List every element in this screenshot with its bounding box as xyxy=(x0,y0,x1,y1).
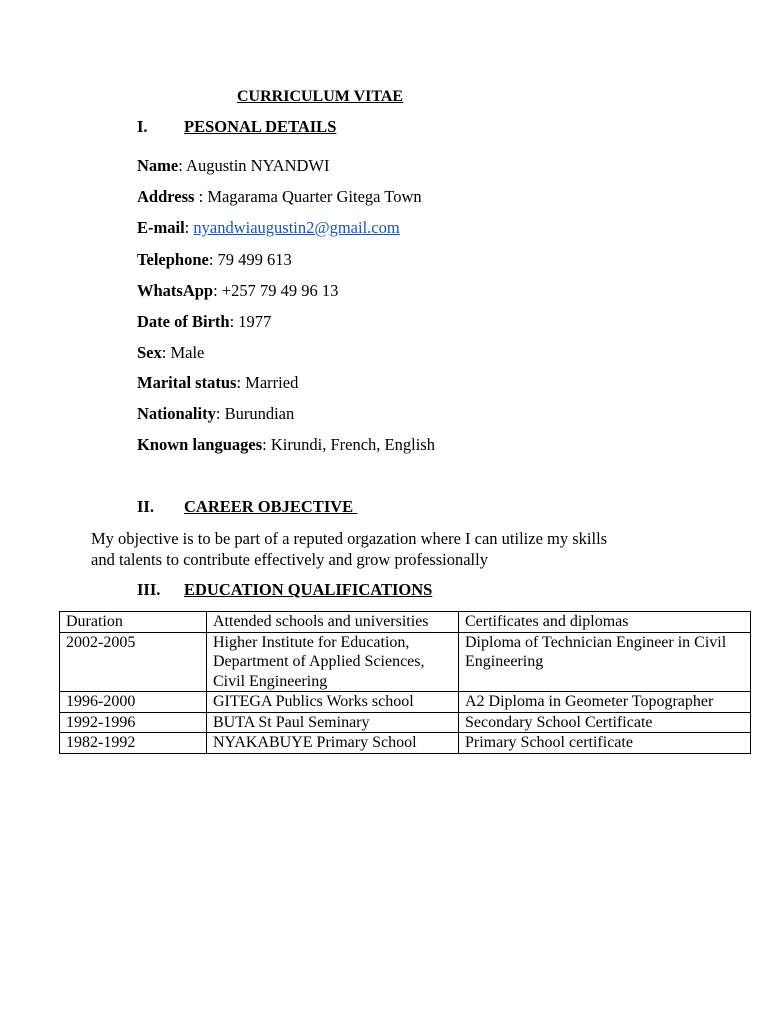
field-label: Sex xyxy=(137,343,162,362)
table-cell: GITEGA Publics Works school xyxy=(207,692,459,713)
document-title: CURRICULUM VITAE xyxy=(237,88,404,105)
field-value: Married xyxy=(245,373,299,392)
table-cell: Higher Institute for Education, Department of Applied Sciences, Civil Engineering xyxy=(207,632,459,692)
field-value: Magarama Quarter Gitega Town xyxy=(207,187,422,206)
table-cell: NYAKABUYE Primary School xyxy=(207,733,459,754)
section-heading-education xyxy=(137,580,432,600)
education-table xyxy=(59,611,751,754)
field-label: Address xyxy=(137,187,195,206)
table-cell: Diploma of Technician Engineer in Civil Engineering xyxy=(459,632,751,692)
section-number: I. xyxy=(137,117,148,136)
field-label: Known languages xyxy=(137,435,263,454)
email-link[interactable]: nyandwiaugustin2@gmail.com xyxy=(193,218,400,237)
field-label: E-mail xyxy=(137,218,185,237)
career-objective-text xyxy=(91,528,691,570)
table-header-row xyxy=(60,612,751,633)
field-name: Name: Augustin NYANDWI xyxy=(137,156,330,175)
table-row xyxy=(60,632,751,692)
table-cell: Secondary School Certificate xyxy=(459,712,751,733)
field-value: 79 499 613 xyxy=(217,250,292,269)
table-cell: Primary School certificate xyxy=(459,733,751,754)
field-date-of-birth: Date of Birth: 1977 xyxy=(137,312,272,331)
field-known-languages: Known languages: Kirundi, French, English xyxy=(137,435,435,454)
field-label: Name xyxy=(137,156,179,175)
table-cell: BUTA St Paul Seminary xyxy=(207,712,459,733)
section-title: PESONAL DETAILS xyxy=(184,117,337,136)
field-label: Telephone xyxy=(137,250,209,269)
field-nationality: Nationality: Burundian xyxy=(137,404,295,423)
table-cell: A2 Diploma in Geometer Topographer xyxy=(459,692,751,713)
table-header-cell: Duration xyxy=(60,612,207,633)
table-row xyxy=(60,712,751,733)
section-heading-personal xyxy=(137,117,336,137)
field-value: Male xyxy=(170,343,205,362)
field-telephone: Telephone: 79 499 613 xyxy=(137,250,292,269)
field-label: Date of Birth xyxy=(137,312,230,331)
objective-line: and talents to contribute effectively and grow professionally xyxy=(91,550,488,569)
objective-line: My objective is to be part of a reputed orgazation where I can utilize my skills xyxy=(91,529,608,548)
table-cell: 1992-1996 xyxy=(60,712,207,733)
table-header-cell: Attended schools and universities xyxy=(207,612,459,633)
field-value: +257 79 49 96 13 xyxy=(221,281,339,300)
table-cell: 1996-2000 xyxy=(60,692,207,713)
table-cell: 2002-2005 xyxy=(60,632,207,692)
field-email: E-mail: nyandwiaugustin2@gmail.com xyxy=(137,218,400,237)
field-value: 1977 xyxy=(238,312,272,331)
section-heading-career xyxy=(137,497,357,517)
section-number: III. xyxy=(137,580,161,599)
field-marital-status: Marital status: Married xyxy=(137,373,299,392)
section-number: II. xyxy=(137,497,154,516)
field-address: Address : Magarama Quarter Gitega Town xyxy=(137,187,422,206)
field-label: WhatsApp xyxy=(137,281,214,300)
field-label: Marital status xyxy=(137,373,237,392)
field-label: Nationality xyxy=(137,404,216,423)
field-value: Kirundi, French, English xyxy=(270,435,435,454)
section-title: EDUCATION QUALIFICATIONS xyxy=(184,580,433,599)
table-header-cell: Certificates and diplomas xyxy=(459,612,751,633)
field-value: Augustin NYANDWI xyxy=(186,156,330,175)
table-cell: 1982-1992 xyxy=(60,733,207,754)
field-whatsapp: WhatsApp: +257 79 49 96 13 xyxy=(137,281,339,300)
table-row xyxy=(60,733,751,754)
table-row xyxy=(60,692,751,713)
field-value: Burundian xyxy=(224,404,295,423)
section-title: CAREER OBJECTIVE xyxy=(184,497,358,516)
field-sex: Sex: Male xyxy=(137,343,205,362)
